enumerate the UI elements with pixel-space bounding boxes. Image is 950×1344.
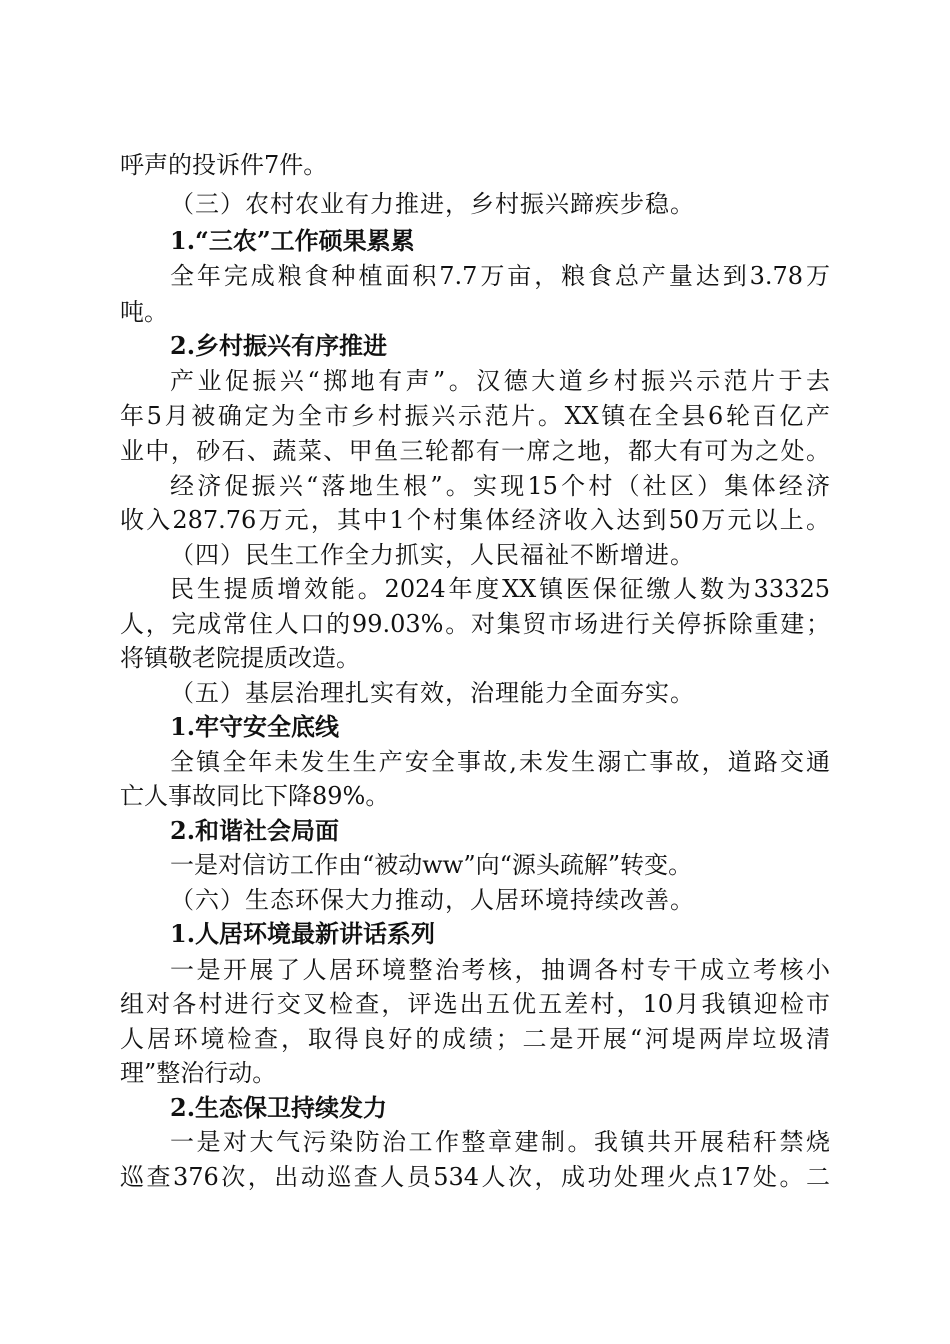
section-heading-4: （四）民生工作全力抓实，人民福祉不断增进。 [170,541,695,569]
body-text-line: 人居环境检查，取得良好的成绩；二是开展“河堤两岸垃圾清 [120,1025,830,1053]
subheading-3-1: 1.“三农”工作硕果累累 [170,226,415,255]
subheading-6-2: 2.生态保卫持续发力 [170,1093,388,1122]
body-text-line: 呼声的投诉件7件。 [120,151,328,179]
body-text-line: 组对各村进行交叉检查，评选出五优五差村，10月我镇迎检市 [120,990,830,1018]
body-text-line: 业中，砂石、蔬菜、甲鱼三轮都有一席之地，都大有可为之处。 [120,437,830,465]
body-text-line: 一是对大气污染防治工作整章建制。我镇共开展秸秆禁烧 [170,1128,830,1156]
subheading-6-1: 1.人居环境最新讲话系列 [170,919,436,948]
section-heading-5: （五）基层治理扎实有效，治理能力全面夯实。 [170,679,695,707]
subheading-5-1: 1.牢守安全底线 [170,712,340,741]
body-text-line: 人，完成常住人口的99.03%。对集贸市场进行关停拆除重建； [120,610,830,638]
body-text-line: 理”整治行动。 [120,1059,277,1087]
body-text-line: 全年完成粮食种植面积7.7万亩，粮食总产量达到3.78万 [170,262,830,290]
body-text-line: 经济促振兴“落地生根”。实现15个村（社区）集体经济 [170,472,830,500]
body-text-line: 一是对信访工作由“被动ww”向“源头疏解”转变。 [170,851,693,879]
section-heading-6: （六）生态环保大力推动，人居环境持续改善。 [170,886,695,914]
section-heading-3: （三）农村农业有力推进，乡村振兴蹄疾步稳。 [170,190,695,218]
body-text-line: 一是开展了人居环境整治考核，抽调各村专干成立考核小 [170,956,830,984]
subheading-3-2: 2.乡村振兴有序推进 [170,331,388,360]
body-text-line: 亡人事故同比下降89%。 [120,782,390,810]
body-text-line: 全镇全年未发生生产安全事故,未发生溺亡事故，道路交通 [170,748,830,776]
body-text-line: 收入287.76万元，其中1个村集体经济收入达到50万元以上。 [120,506,830,534]
body-text-line: 民生提质增效能。2024年度XX镇医保征缴人数为33325 [170,575,830,603]
body-text-line: 吨。 [120,298,168,326]
subheading-5-2: 2.和谐社会局面 [170,816,340,845]
body-text-line: 产业促振兴“掷地有声”。汉德大道乡村振兴示范片于去 [170,367,830,395]
body-text-line: 将镇敬老院提质改造。 [120,644,360,672]
body-text-line: 年5月被确定为全市乡村振兴示范片。XX镇在全县6轮百亿产 [120,402,830,430]
body-text-line: 巡查376次，出动巡查人员534人次，成功处理火点17处。二 [120,1163,830,1191]
